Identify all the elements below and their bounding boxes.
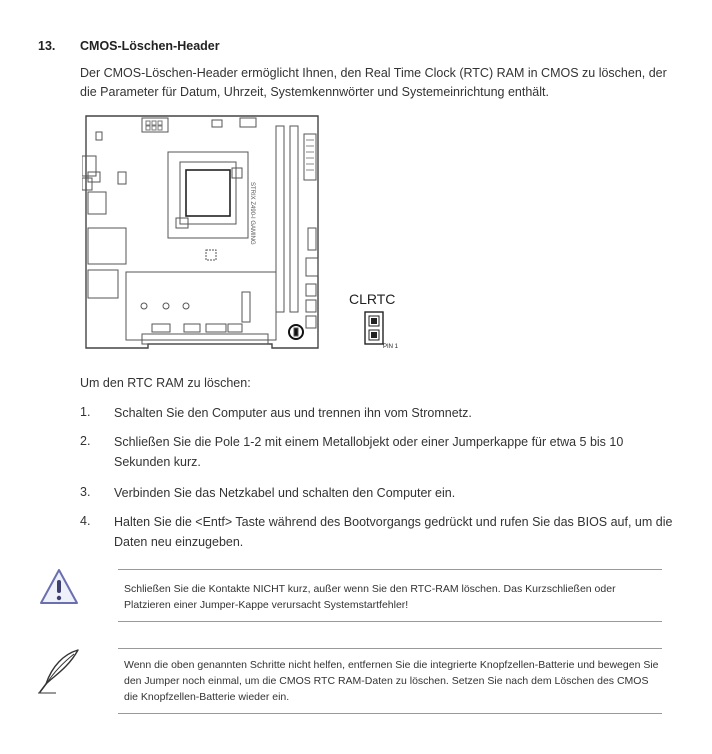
divider <box>118 621 662 622</box>
step-text: Schließen Sie die Pole 1-2 mit einem Metallobjekt oder einer Jumperkappe für etwa 5 bis 10 Sekunden kurz. <box>114 435 624 469</box>
motherboard-diagram <box>82 112 322 357</box>
step-number: 3. <box>80 485 91 499</box>
step-number: 4. <box>80 514 91 528</box>
procedure-heading: Um den RTC RAM zu löschen: <box>80 376 251 390</box>
section-number: 13. <box>38 39 56 53</box>
section-title: CMOS-Löschen-Header <box>80 39 220 53</box>
board-model-text: STRIX Z490-I GAMING <box>249 182 255 245</box>
step-number: 1. <box>80 405 91 419</box>
divider <box>118 648 662 649</box>
step-number: 2. <box>80 434 91 448</box>
clrtc-header-icon <box>364 311 384 345</box>
step-text: Schalten Sie den Computer aus und trennen ihn vom Stromnetz. <box>114 406 472 420</box>
warning-icon <box>38 567 80 607</box>
divider <box>118 713 662 714</box>
step-text: Verbinden Sie das Netzkabel und schalten den Computer ein. <box>114 486 456 500</box>
quill-icon <box>34 646 84 696</box>
tip-note: Wenn die oben genannten Schritte nicht helfen, entfernen Sie die integrierte Knopfzellen-Batterie und bewegen Sie den Jumper noch einmal, um die CMOS RTC RAM-Daten zu löschen. Setzen Sie nach dem Löschen des CMOS die Knopfzellen-Batterie wieder ein. <box>124 659 659 703</box>
step-text: Halten Sie die <Entf> Taste während des Bootvorgangs gedrückt und rufen Sie das BIOS auf, um die Daten neu einzugeben. <box>114 515 673 549</box>
pin1-label: PIN 1 <box>383 344 399 350</box>
clrtc-label: CLRTC <box>349 291 396 307</box>
warning-note: Schließen Sie die Kontakte NICHT kurz, außer wenn Sie den RTC-RAM löschen. Das Kurzschließen oder Platzieren einer Jumper-Kappe verursacht Systemstartfehler! <box>124 583 616 611</box>
section-intro: Der CMOS-Löschen-Header ermöglicht Ihnen, den Real Time Clock (RTC) RAM in CMOS zu löschen, der die Parameter für Datum, Uhrzeit, Systemkennwörter und Systemeinrichtung enthält. <box>80 66 667 99</box>
divider <box>118 569 662 570</box>
